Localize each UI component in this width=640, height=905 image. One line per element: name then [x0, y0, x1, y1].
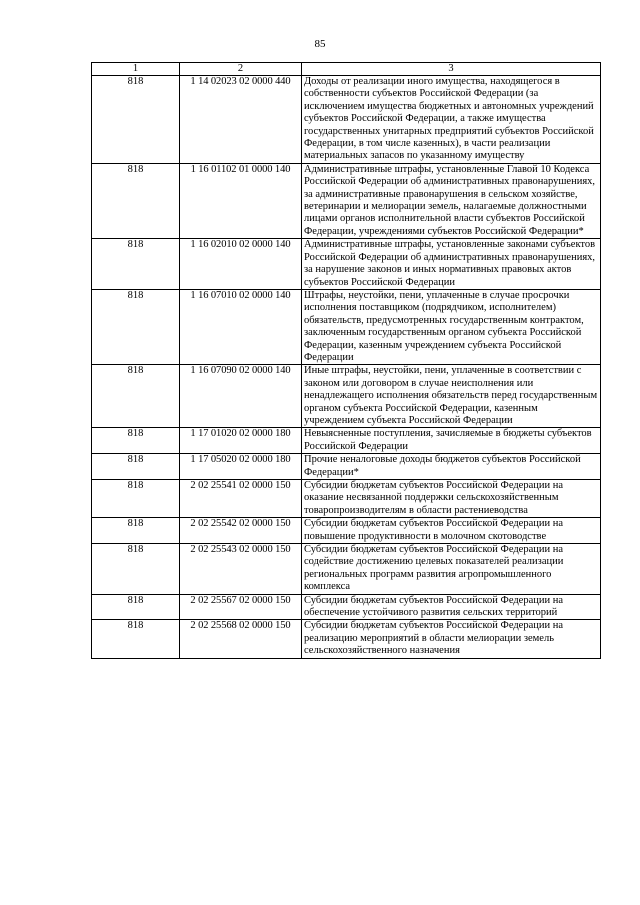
budget-code-cell: 2 02 25543 02 0000 150 — [180, 544, 302, 595]
admin-code-cell: 818 — [92, 454, 180, 480]
revenue-name-cell: Субсидии бюджетам субъектов Российской Федерации на оказание несвязанной поддержки сельскохозяйственным товаропроизводителям в области растениеводства — [302, 480, 601, 518]
revenue-name-cell: Субсидии бюджетам субъектов Российской Федерации на содействие достижению целевых показателей реализации региональных программ развития агропромышленного комплекса — [302, 544, 601, 595]
header-col-3: 3 — [302, 63, 601, 76]
admin-code-cell: 818 — [92, 518, 180, 544]
table-row — [92, 594, 601, 620]
admin-code-cell: 818 — [92, 163, 180, 238]
table-header-row — [92, 63, 601, 76]
table-row — [92, 289, 601, 364]
admin-code-cell: 818 — [92, 594, 180, 620]
budget-code-cell: 1 16 07010 02 0000 140 — [180, 289, 302, 364]
table-body — [92, 76, 601, 659]
budget-code-cell: 2 02 25541 02 0000 150 — [180, 480, 302, 518]
revenue-name-cell: Штрафы, неустойки, пени, уплаченные в случае просрочки исполнения поставщиком (подрядчиком, исполнителем) обязательств, предусмотренных государственным контрактом, заключенным государственным органом субъекта Российской Федерации, казенным учреждением субъекта Российской Федерации — [302, 289, 601, 364]
table-row — [92, 544, 601, 595]
table-row — [92, 518, 601, 544]
revenue-name-cell: Невыясненные поступления, зачисляемые в бюджеты субъектов Российской Федерации — [302, 428, 601, 454]
revenue-name-cell: Субсидии бюджетам субъектов Российской Федерации на реализацию мероприятий в области мелиорации земель сельскохозяйственного назначения — [302, 620, 601, 658]
budget-code-cell: 1 16 02010 02 0000 140 — [180, 239, 302, 290]
table-header — [92, 63, 601, 76]
admin-code-cell: 818 — [92, 76, 180, 164]
table-row — [92, 620, 601, 658]
revenue-name-cell: Иные штрафы, неустойки, пени, уплаченные в соответствии с законом или договором в случае неисполнения или ненадлежащего исполнения обязательств перед государственным органом субъекта Российской Федерации, казенным учреждением субъекта Российской Федерации — [302, 365, 601, 428]
header-col-2: 2 — [180, 63, 302, 76]
table-row — [92, 239, 601, 290]
budget-code-cell: 2 02 25567 02 0000 150 — [180, 594, 302, 620]
admin-code-cell: 818 — [92, 480, 180, 518]
admin-code-cell: 818 — [92, 428, 180, 454]
revenue-name-cell: Административные штрафы, установленные Главой 10 Кодекса Российской Федерации об административных правонарушениях, за административные правонарушения в сельском хозяйстве, ветеринарии и мелиорации земель, налагаемые должностными лицами органов исполнительной власти субъектов Российской Федерации, учреждениями субъектов Российской Федерации* — [302, 163, 601, 238]
budget-code-cell: 1 17 01020 02 0000 180 — [180, 428, 302, 454]
budget-code-cell: 1 14 02023 02 0000 440 — [180, 76, 302, 164]
revenue-name-cell: Субсидии бюджетам субъектов Российской Федерации на повышение продуктивности в молочном скотоводстве — [302, 518, 601, 544]
admin-code-cell: 818 — [92, 620, 180, 658]
budget-code-cell: 1 17 05020 02 0000 180 — [180, 454, 302, 480]
budget-code-cell: 1 16 07090 02 0000 140 — [180, 365, 302, 428]
revenue-name-cell: Прочие неналоговые доходы бюджетов субъектов Российской Федерации* — [302, 454, 601, 480]
admin-code-cell: 818 — [92, 365, 180, 428]
header-col-1: 1 — [92, 63, 180, 76]
revenue-name-cell: Субсидии бюджетам субъектов Российской Федерации на обеспечение устойчивого развития сельских территорий — [302, 594, 601, 620]
admin-code-cell: 818 — [92, 289, 180, 364]
table-row — [92, 365, 601, 428]
table-row — [92, 76, 601, 164]
budget-code-cell: 2 02 25568 02 0000 150 — [180, 620, 302, 658]
budget-code-cell: 1 16 01102 01 0000 140 — [180, 163, 302, 238]
admin-code-cell: 818 — [92, 239, 180, 290]
admin-code-cell: 818 — [92, 544, 180, 595]
table-row — [92, 480, 601, 518]
page-number: 85 — [314, 38, 326, 50]
budget-code-cell: 2 02 25542 02 0000 150 — [180, 518, 302, 544]
revenue-codes-table — [91, 62, 601, 659]
table-row — [92, 163, 601, 238]
revenue-name-cell: Административные штрафы, установленные законами субъектов Российской Федерации об административных правонарушениях, за нарушение законов и иных нормативных правовых актов субъектов Российской Федерации — [302, 239, 601, 290]
table-row — [92, 428, 601, 454]
table-row — [92, 454, 601, 480]
revenue-name-cell: Доходы от реализации иного имущества, находящегося в собственности субъектов Российской Федерации (за исключением имущества бюджетных и автономных учреждений субъектов Российской Федерации, а также имущества государственных унитарных предприятий субъектов Российской Федерации, в том числе казенных), в части реализации материальных запасов по указанному имуществу — [302, 76, 601, 164]
